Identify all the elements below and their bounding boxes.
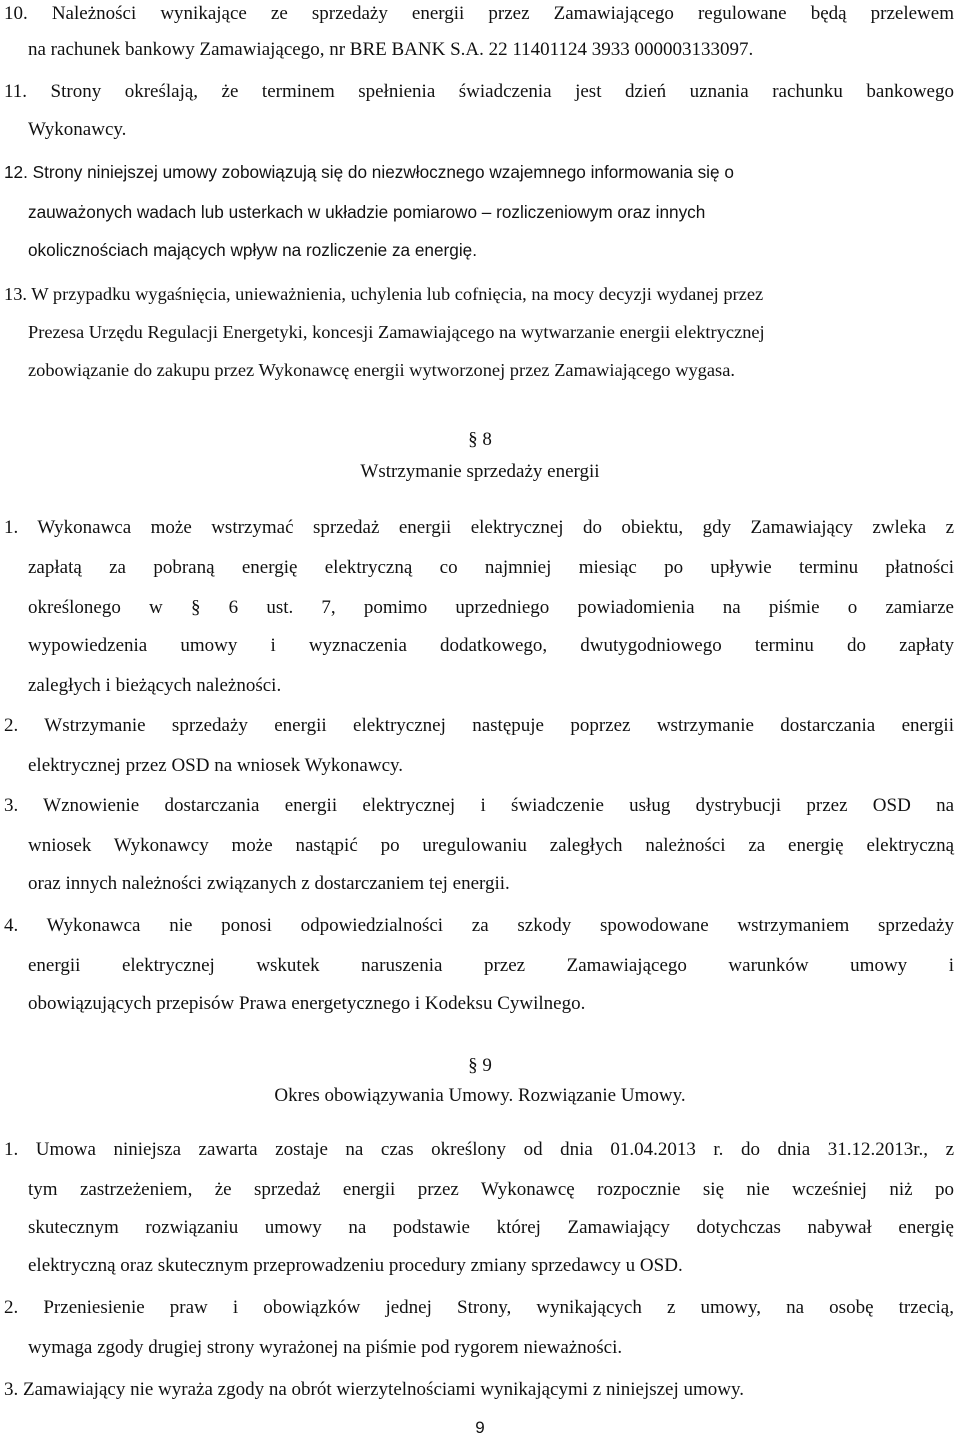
s9-point-2-line-2: wymaga zgody drugiej strony wyrażonej na piśmie pod rygorem nieważności. <box>28 1337 623 1358</box>
s8-point-1-line-3: określonego w § 6 ust. 7, pomimo uprzedniego powiadomienia na piśmie o zamiarze <box>28 597 954 618</box>
s9-point-1-line-3: skutecznym rozwiązaniu umowy na podstawie której Zamawiający dotychczas nabywał energię <box>28 1217 954 1238</box>
clause-13-line-2: Prezesa Urzędu Regulacji Energetyki, koncesji Zamawiającego na wytwarzanie energii elektrycznej <box>28 322 765 342</box>
clause-12-line-2: zauważonych wadach lub usterkach w układzie pomiarowo – rozliczeniowym oraz innych <box>28 202 706 222</box>
section-9-number: § 9 <box>468 1055 492 1076</box>
clause-12-line-3: okolicznościach mających wpływ na rozliczenie za energię. <box>28 240 477 260</box>
s9-point-1-line-1: 1. Umowa niniejsza zawarta zostaje na czas określony od dnia 01.04.2013 r. do dnia 31.12.2013r., z <box>4 1139 954 1160</box>
s8-point-1-line-4: wypowiedzenia umowy i wyznaczenia dodatkowego, dwutygodniowego terminu do zapłaty <box>28 635 954 656</box>
clause-11-line-1: 11. Strony określają, że terminem spełnienia świadczenia jest dzień uznania rachunku bankowego <box>4 81 954 102</box>
clause-12-line-1: 12. Strony niniejszej umowy zobowiązują się do niezwłocznego wzajemnego informowania się o <box>4 162 734 182</box>
s8-point-3-line-2: wniosek Wykonawcy może nastąpić po uregulowaniu zaległych należności za energię elektryczną <box>28 835 954 856</box>
clause-13-line-3: zobowiązanie do zakupu przez Wykonawcę energii wytworzonej przez Zamawiającego wygasa. <box>28 360 735 380</box>
s8-point-3-line-1: 3. Wznowienie dostarczania energii elektrycznej i świadczenie usług dystrybucji przez OSD na <box>4 795 954 816</box>
s9-point-1-line-4: elektryczną oraz skutecznym przeprowadzeniu procedury zmiany sprzedawcy u OSD. <box>28 1255 683 1276</box>
s9-point-1-line-2: tym zastrzeżeniem, że sprzedaż energii przez Wykonawcę rozpocznie się nie wcześniej niż po <box>28 1179 954 1200</box>
s8-point-1-line-5: zaległych i bieżących należności. <box>28 675 282 696</box>
s8-point-4-line-2: energii elektrycznej wskutek naruszenia przez Zamawiającego warunków umowy i <box>28 955 954 976</box>
s8-point-2-line-2: elektrycznej przez OSD na wniosek Wykonawcy. <box>28 755 404 776</box>
s8-point-3-line-3: oraz innych należności związanych z dostarczaniem tej energii. <box>28 873 510 894</box>
s8-point-1-line-2: zapłatą za pobraną energię elektryczną co najmniej miesiąc po upływie terminu płatności <box>28 557 954 578</box>
s8-point-2-line-1: 2. Wstrzymanie sprzedaży energii elektrycznej następuje poprzez wstrzymanie dostarczania energii <box>4 715 954 736</box>
s9-point-3-line-1: 3. Zamawiający nie wyraża zgody na obrót wierzytelnościami wynikającymi z niniejszej umowy. <box>4 1379 745 1400</box>
clause-11-line-2: Wykonawcy. <box>28 119 127 140</box>
clause-10-line-1: 10. Należności wynikające ze sprzedaży energii przez Zamawiającego regulowane będą przelewem <box>4 3 954 24</box>
section-9-title: Okres obowiązywania Umowy. Rozwiązanie Umowy. <box>274 1085 686 1106</box>
page-number: 9 <box>475 1418 485 1437</box>
s9-point-2-line-1: 2. Przeniesienie praw i obowiązków jednej Strony, wynikających z umowy, na osobę trzecią, <box>4 1297 954 1318</box>
s8-point-4-line-3: obowiązujących przepisów Prawa energetycznego i Kodeksu Cywilnego. <box>28 993 586 1014</box>
clause-13-line-1: 13. W przypadku wygaśnięcia, unieważnienia, uchylenia lub cofnięcia, na mocy decyzji wydanej przez <box>4 284 764 304</box>
section-8-title: Wstrzymanie sprzedaży energii <box>360 461 600 482</box>
clause-10-line-2: na rachunek bankowy Zamawiającego, nr BRE BANK S.A. 22 11401124 3933 000003133097. <box>28 39 754 60</box>
s8-point-4-line-1: 4. Wykonawca nie ponosi odpowiedzialności za szkody spowodowane wstrzymaniem sprzedaży <box>4 915 954 936</box>
section-8-number: § 8 <box>468 429 492 450</box>
s8-point-1-line-1: 1. Wykonawca może wstrzymać sprzedaż energii elektrycznej do obiektu, gdy Zamawiający zwleka z <box>4 517 954 538</box>
